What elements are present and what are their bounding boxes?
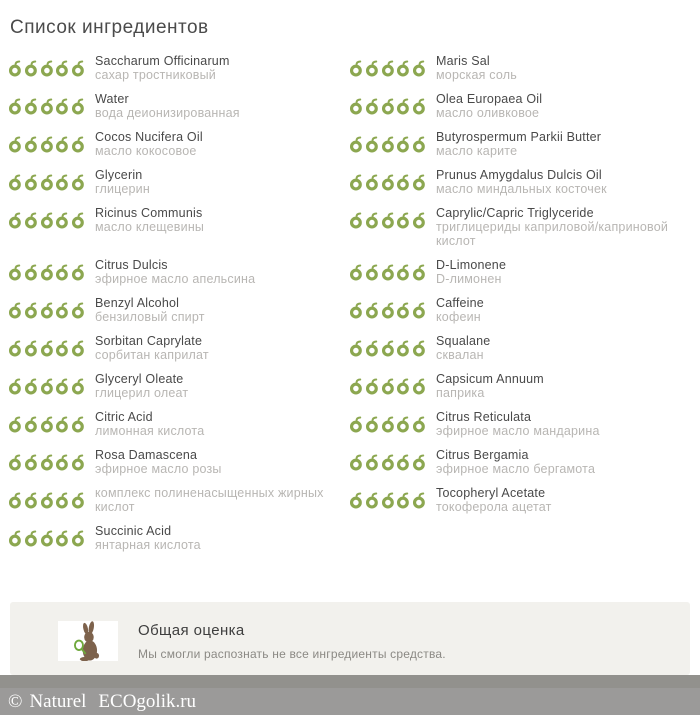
apple-rating-icon <box>381 378 396 395</box>
apple-rating-icon <box>8 302 23 319</box>
ingredient-item <box>8 448 349 476</box>
apple-rating-icon <box>412 340 427 357</box>
ingredient-item <box>8 130 349 158</box>
apple-rating-icon <box>8 530 23 547</box>
ingredient-name: Caprylic/Capric Triglyceride <box>436 206 594 220</box>
apple-rating-icon <box>8 378 23 395</box>
rating-icons <box>349 492 427 509</box>
apple-rating-icon <box>349 492 364 509</box>
apple-rating-icon <box>24 454 39 471</box>
apple-rating-icon <box>412 264 427 281</box>
summary-card <box>10 602 690 675</box>
apple-rating-icon <box>381 60 396 77</box>
rating-icons <box>8 530 86 547</box>
ingredient-item <box>349 54 700 82</box>
apple-rating-icon <box>24 378 39 395</box>
apple-rating-icon <box>24 416 39 433</box>
apple-rating-icon <box>396 492 411 509</box>
rating-icons <box>349 136 427 153</box>
rating-icons <box>8 454 86 471</box>
page-title: Список ингредиентов <box>10 17 209 38</box>
apple-rating-icon <box>55 136 70 153</box>
ingredient-texts <box>95 372 188 400</box>
apple-rating-icon <box>24 174 39 191</box>
ingredient-description: масло кокосовое <box>95 144 197 158</box>
apple-rating-icon <box>381 174 396 191</box>
apple-rating-icon <box>55 340 70 357</box>
apple-rating-icon <box>396 98 411 115</box>
ingredient-name: Caffeine <box>436 296 484 310</box>
apple-rating-icon <box>396 302 411 319</box>
ingredient-item <box>8 410 349 438</box>
ingredient-description: глицерил олеат <box>95 386 189 400</box>
apple-rating-icon <box>24 98 39 115</box>
ingredient-texts <box>436 410 600 438</box>
apple-rating-icon <box>8 98 23 115</box>
rating-icons <box>349 98 427 115</box>
apple-rating-icon <box>412 302 427 319</box>
apple-rating-icon <box>40 492 55 509</box>
apple-rating-icon <box>40 60 55 77</box>
ingredient-texts <box>436 206 676 248</box>
apple-rating-icon <box>40 416 55 433</box>
apple-rating-icon <box>412 378 427 395</box>
apple-rating-icon <box>71 378 86 395</box>
ingredient-description: сквалан <box>436 348 484 362</box>
apple-rating-icon <box>365 98 380 115</box>
apple-rating-icon <box>71 416 86 433</box>
rating-icons <box>8 136 86 153</box>
apple-rating-icon <box>55 174 70 191</box>
rating-icons <box>349 416 427 433</box>
apple-rating-icon <box>349 416 364 433</box>
apple-rating-icon <box>396 340 411 357</box>
ingredient-description: триглицериды каприловой/каприновой кислот <box>436 220 669 248</box>
apple-rating-icon <box>396 174 411 191</box>
ingredient-description: масло клещевины <box>95 220 205 234</box>
rating-icons <box>8 492 86 509</box>
ingredient-description: бензиловый спирт <box>95 310 205 324</box>
apple-rating-icon <box>349 174 364 191</box>
apple-rating-icon <box>365 378 380 395</box>
rabbit-box <box>58 621 118 661</box>
apple-rating-icon <box>24 264 39 281</box>
ingredient-name: Ricinus Communis <box>95 206 203 220</box>
ingredient-name: Sorbitan Caprylate <box>95 334 203 348</box>
ingredient-description: вода деионизированная <box>95 106 240 120</box>
ingredient-description: эфирное масло мандарина <box>436 424 600 438</box>
ingredient-description: комплекс полиненасыщенных жирных кислот <box>95 486 324 514</box>
rating-icons <box>349 302 427 319</box>
ingredient-texts <box>436 334 490 362</box>
ingredient-item <box>349 206 700 248</box>
rabbit-magnifier-icon <box>70 621 106 661</box>
apple-rating-icon <box>381 302 396 319</box>
apple-rating-icon <box>24 60 39 77</box>
apple-rating-icon <box>349 212 364 229</box>
apple-rating-icon <box>381 454 396 471</box>
ingredient-texts <box>436 92 542 120</box>
ingredient-item <box>8 486 349 514</box>
apple-rating-icon <box>396 264 411 281</box>
apple-rating-icon <box>412 454 427 471</box>
apple-rating-icon <box>349 136 364 153</box>
copyright-symbol: © <box>8 690 23 712</box>
apple-rating-icon <box>8 492 23 509</box>
ingredient-name: Saccharum Officinarum <box>95 54 230 68</box>
rating-icons <box>349 60 427 77</box>
apple-rating-icon <box>24 492 39 509</box>
apple-rating-icon <box>412 212 427 229</box>
apple-rating-icon <box>55 530 70 547</box>
ingredient-description: янтарная кислота <box>95 538 201 552</box>
rating-icons <box>8 98 86 115</box>
apple-rating-icon <box>365 136 380 153</box>
apple-rating-icon <box>349 378 364 395</box>
ingredient-grid <box>8 54 700 552</box>
apple-rating-icon <box>8 136 23 153</box>
apple-rating-icon <box>381 492 396 509</box>
ingredient-name: Olea Europaea Oil <box>436 92 543 106</box>
ingredient-item <box>8 334 349 362</box>
apple-rating-icon <box>71 340 86 357</box>
apple-rating-icon <box>71 212 86 229</box>
apple-rating-icon <box>24 530 39 547</box>
apple-rating-icon <box>55 98 70 115</box>
apple-rating-icon <box>40 340 55 357</box>
ingredient-name: Rosa Damascena <box>95 448 198 462</box>
ingredient-item-empty <box>349 524 700 552</box>
apple-rating-icon <box>71 492 86 509</box>
ingredient-description: кофеин <box>436 310 481 324</box>
summary-description: Мы смогли распознать не все ингредиенты средства. <box>138 647 446 661</box>
ingredient-item <box>349 92 700 120</box>
apple-rating-icon <box>349 98 364 115</box>
ingredient-name: Citrus Reticulata <box>436 410 532 424</box>
ingredient-name: Water <box>95 92 129 106</box>
ingredient-texts <box>95 410 204 438</box>
apple-rating-icon <box>365 60 380 77</box>
apple-rating-icon <box>381 340 396 357</box>
ingredient-name: Cocos Nucifera Oil <box>95 130 203 144</box>
ingredient-description: эфирное масло апельсина <box>95 272 256 286</box>
apple-rating-icon <box>71 454 86 471</box>
footer-brand-naturel[interactable]: Naturel <box>29 690 87 712</box>
apple-rating-icon <box>365 454 380 471</box>
rating-icons <box>8 378 86 395</box>
apple-rating-icon <box>396 212 411 229</box>
apple-rating-icon <box>40 98 55 115</box>
ingredient-name: Benzyl Alcohol <box>95 296 180 310</box>
ingredient-texts <box>95 92 240 120</box>
apple-rating-icon <box>412 174 427 191</box>
apple-rating-icon <box>55 302 70 319</box>
ingredient-item <box>349 372 700 400</box>
apple-rating-icon <box>40 530 55 547</box>
footer <box>0 688 700 715</box>
ingredient-name: Prunus Amygdalus Dulcis Oil <box>436 168 602 182</box>
apple-rating-icon <box>71 530 86 547</box>
ingredient-name: Glyceryl Oleate <box>95 372 184 386</box>
ingredient-texts <box>95 334 209 362</box>
apple-rating-icon <box>365 212 380 229</box>
ingredient-texts <box>436 130 601 158</box>
summary-title: Общая оценка <box>138 622 245 639</box>
rating-icons <box>8 302 86 319</box>
apple-rating-icon <box>365 264 380 281</box>
apple-rating-icon <box>24 340 39 357</box>
rating-icons <box>349 378 427 395</box>
ingredient-name: D-Limonene <box>436 258 507 272</box>
apple-rating-icon <box>381 136 396 153</box>
apple-rating-icon <box>349 60 364 77</box>
apple-rating-icon <box>365 340 380 357</box>
ingredient-texts <box>95 130 203 158</box>
ingredient-name: Citrus Dulcis <box>95 258 168 272</box>
apple-rating-icon <box>365 492 380 509</box>
apple-rating-icon <box>55 60 70 77</box>
apple-rating-icon <box>8 340 23 357</box>
rating-icons <box>8 174 86 191</box>
ingredient-description: эфирное масло розы <box>95 462 222 476</box>
apple-rating-icon <box>71 302 86 319</box>
rating-icons <box>349 212 427 229</box>
apple-rating-icon <box>396 378 411 395</box>
ingredient-name: Capsicum Annuum <box>436 372 544 386</box>
ingredient-texts <box>95 448 222 476</box>
ingredient-item <box>349 168 700 196</box>
ingredient-item <box>8 206 349 248</box>
apple-rating-icon <box>24 212 39 229</box>
apple-rating-icon <box>55 454 70 471</box>
rating-icons <box>8 340 86 357</box>
apple-rating-icon <box>24 136 39 153</box>
apple-rating-icon <box>365 416 380 433</box>
apple-rating-icon <box>412 492 427 509</box>
ingredient-description: паприка <box>436 386 485 400</box>
ingredient-name: Succinic Acid <box>95 524 172 538</box>
apple-rating-icon <box>381 416 396 433</box>
ingredient-item <box>349 334 700 362</box>
apple-rating-icon <box>412 416 427 433</box>
ingredient-description: лимонная кислота <box>95 424 205 438</box>
ingredient-name: Squalane <box>436 334 491 348</box>
ingredient-texts <box>436 168 607 196</box>
apple-rating-icon <box>40 136 55 153</box>
apple-rating-icon <box>381 212 396 229</box>
apple-rating-icon <box>71 264 86 281</box>
apple-rating-icon <box>365 302 380 319</box>
apple-rating-icon <box>71 136 86 153</box>
ingredient-description: сахар тростниковый <box>95 68 216 82</box>
apple-rating-icon <box>24 302 39 319</box>
ingredient-description: масло оливковое <box>436 106 540 120</box>
footer-brand-ecogolik[interactable]: ECOgolik.ru <box>98 690 197 712</box>
ingredient-texts <box>95 54 230 82</box>
ingredient-item <box>349 448 700 476</box>
ingredient-item <box>8 168 349 196</box>
ingredient-name: Citrus Bergamia <box>436 448 529 462</box>
ingredient-item <box>8 54 349 82</box>
ingredient-texts <box>95 524 201 552</box>
ingredient-item <box>349 410 700 438</box>
ingredient-texts <box>436 296 484 324</box>
apple-rating-icon <box>381 264 396 281</box>
ingredient-item <box>349 258 700 286</box>
apple-rating-icon <box>55 492 70 509</box>
rating-icons <box>8 60 86 77</box>
apple-rating-icon <box>55 212 70 229</box>
apple-rating-icon <box>55 416 70 433</box>
ingredient-description: сорбитан каприлат <box>95 348 209 362</box>
ingredient-item <box>8 372 349 400</box>
ingredient-description: D-лимонен <box>436 272 502 286</box>
ingredient-item <box>349 486 700 514</box>
ingredient-name: Citric Acid <box>95 410 153 424</box>
rating-icons <box>8 212 86 229</box>
ingredient-texts <box>95 296 205 324</box>
ingredient-name: Butyrospermum Parkii Butter <box>436 130 602 144</box>
ingredient-item <box>349 296 700 324</box>
rating-icons <box>8 264 86 281</box>
ingredient-name: Glycerin <box>95 168 143 182</box>
apple-rating-icon <box>349 264 364 281</box>
footer-divider-strip <box>0 675 700 688</box>
ingredient-item <box>8 296 349 324</box>
apple-rating-icon <box>40 454 55 471</box>
ingredient-texts <box>436 448 595 476</box>
apple-rating-icon <box>8 212 23 229</box>
apple-rating-icon <box>8 174 23 191</box>
apple-rating-icon <box>40 302 55 319</box>
ingredient-item <box>8 258 349 286</box>
rating-icons <box>349 454 427 471</box>
apple-rating-icon <box>40 174 55 191</box>
apple-rating-icon <box>8 416 23 433</box>
apple-rating-icon <box>71 98 86 115</box>
ingredient-item <box>349 130 700 158</box>
ingredient-name: Maris Sal <box>436 54 490 68</box>
apple-rating-icon <box>8 264 23 281</box>
ingredient-item <box>8 524 349 552</box>
ingredient-texts <box>95 486 335 514</box>
apple-rating-icon <box>8 454 23 471</box>
ingredient-description: глицерин <box>95 182 150 196</box>
ingredient-texts <box>436 258 506 286</box>
apple-rating-icon <box>40 212 55 229</box>
apple-rating-icon <box>396 416 411 433</box>
rating-icons <box>8 416 86 433</box>
ingredient-texts <box>436 372 544 400</box>
ingredient-texts <box>95 168 150 196</box>
ingredient-description: эфирное масло бергамота <box>436 462 596 476</box>
rating-icons <box>349 340 427 357</box>
apple-rating-icon <box>55 378 70 395</box>
ingredient-description: масло миндальных косточек <box>436 182 607 196</box>
apple-rating-icon <box>8 60 23 77</box>
apple-rating-icon <box>412 136 427 153</box>
ingredient-description: токоферола ацетат <box>436 500 552 514</box>
apple-rating-icon <box>55 264 70 281</box>
rating-icons <box>349 264 427 281</box>
ingredient-description: масло карите <box>436 144 518 158</box>
apple-rating-icon <box>40 264 55 281</box>
ingredient-texts <box>436 54 517 82</box>
apple-rating-icon <box>365 174 380 191</box>
apple-rating-icon <box>71 174 86 191</box>
apple-rating-icon <box>396 454 411 471</box>
apple-rating-icon <box>412 98 427 115</box>
apple-rating-icon <box>381 98 396 115</box>
ingredient-item <box>8 92 349 120</box>
summary-texts <box>138 621 446 661</box>
apple-rating-icon <box>349 302 364 319</box>
ingredient-name: Tocopheryl Acetate <box>436 486 546 500</box>
apple-rating-icon <box>396 136 411 153</box>
rating-icons <box>349 174 427 191</box>
apple-rating-icon <box>396 60 411 77</box>
apple-rating-icon <box>349 340 364 357</box>
apple-rating-icon <box>71 60 86 77</box>
apple-rating-icon <box>412 60 427 77</box>
ingredient-texts <box>436 486 552 514</box>
ingredient-description: морская соль <box>436 68 517 82</box>
apple-rating-icon <box>40 378 55 395</box>
apple-rating-icon <box>349 454 364 471</box>
ingredient-texts <box>95 258 255 286</box>
ingredient-texts <box>95 206 204 234</box>
